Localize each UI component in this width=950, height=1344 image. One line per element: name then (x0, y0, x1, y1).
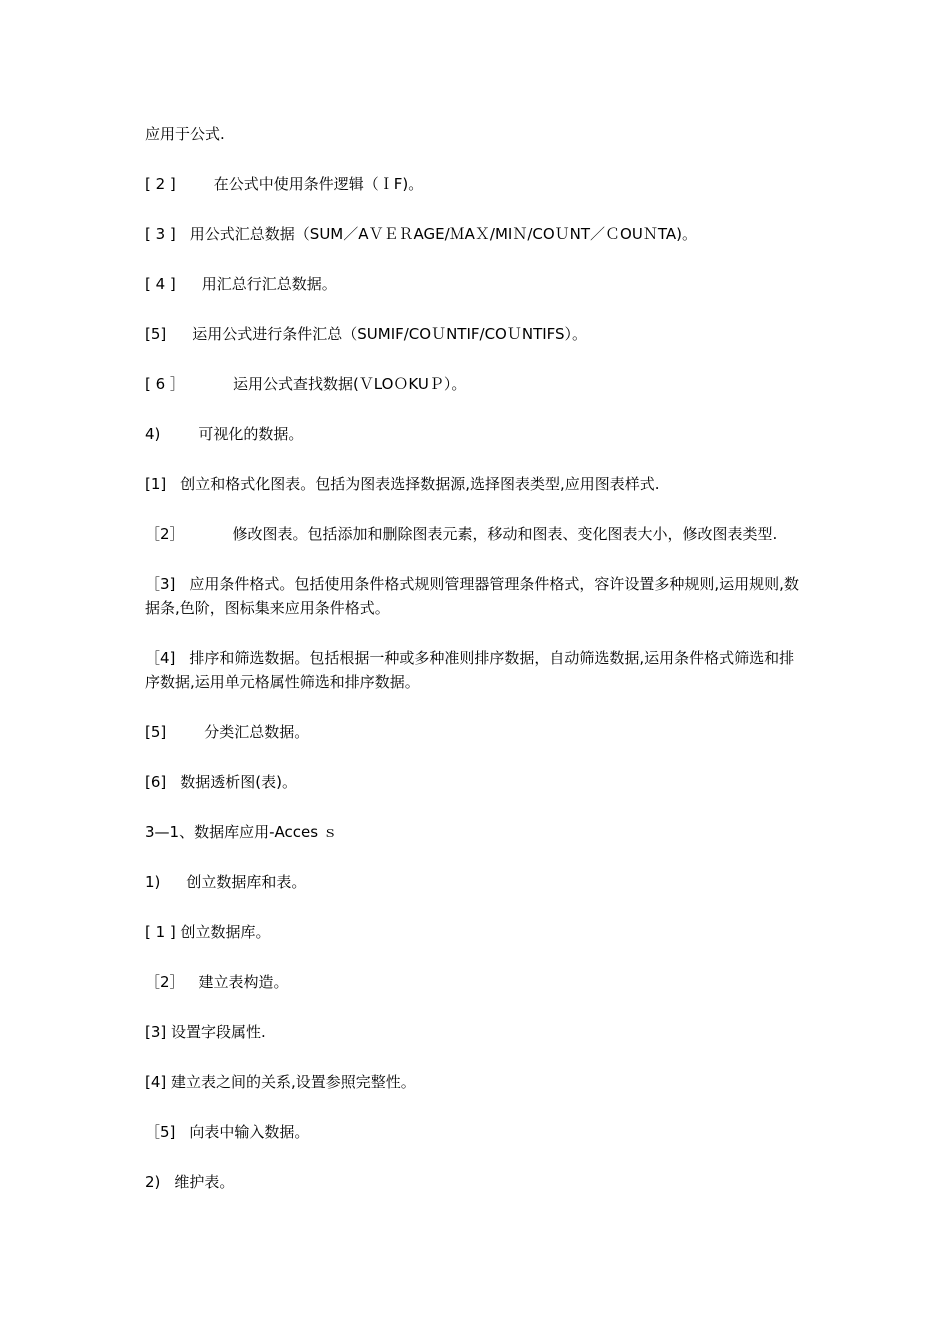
list-item (145, 222, 807, 246)
list-item (145, 970, 807, 994)
list-marker: [ 4 ] (145, 275, 176, 293)
list-marker: ［4] (145, 649, 176, 667)
list-item (145, 720, 807, 744)
list-marker: ［5] (145, 1123, 176, 1141)
list-item (145, 572, 807, 620)
list-item-text: 数据透析图(表)。 (180, 773, 297, 791)
list-item-text: 向表中输入数据。 (189, 1123, 310, 1141)
list-marker: ［3] (145, 575, 176, 593)
list-item (145, 1020, 807, 1044)
list-marker: [ 2 ] (145, 175, 176, 193)
list-marker: [ 3 ] (145, 225, 176, 243)
list-marker: [5] (145, 325, 167, 343)
list-item (145, 172, 807, 196)
list-item-text: 应用条件格式。包括使用条件格式规则管理器管理条件格式，容许设置多种规则,运用规则,数据条,色阶，图标集来应用条件格式。 (145, 575, 799, 617)
list-item-text: [4] 建立表之间的关系,设置参照完整性。 (145, 1073, 416, 1091)
list-item-text: 在公式中使用条件逻辑（ＩF)。 (213, 175, 424, 193)
list-item (145, 472, 807, 496)
list-item-text: 用公式汇总数据（SUM／AＶＥＲAGE/ＭAＸ/MIＮ/COＵNT／ＣOUＮTA)。 (189, 225, 697, 243)
list-item-text: 运用公式查找数据(ＶLOＯKUＰ）。 (232, 375, 467, 393)
list-item (145, 522, 807, 546)
list-item-text: [3] 设置字段属性. (145, 1023, 266, 1041)
list-item (145, 1070, 807, 1094)
list-marker: 1) (145, 873, 161, 891)
list-item (145, 870, 807, 894)
list-item (145, 920, 807, 944)
list-item-text: 修改图表。包括添加和删除图表元素，移动和图表、变化图表大小，修改图表类型. (232, 525, 778, 543)
list-marker: 2) (145, 1173, 161, 1191)
list-marker: ［2］ (145, 525, 185, 543)
list-item-text: 可视化的数据。 (198, 425, 304, 443)
list-item-text: 维护表。 (174, 1173, 235, 1191)
list-item (145, 272, 807, 296)
list-marker: 4) (145, 425, 161, 443)
list-item (145, 422, 807, 446)
list-item-text: [ 1 ] 创立数据库。 (145, 923, 271, 941)
list-item-text: 用汇总行汇总数据。 (201, 275, 337, 293)
list-item-text: 分类汇总数据。 (204, 723, 310, 741)
list-item (145, 646, 807, 694)
paragraph-text: 应用于公式. (145, 125, 225, 143)
list-marker: [ 6 ］ (145, 375, 185, 393)
list-marker: [1] (145, 475, 167, 493)
list-item (145, 770, 807, 794)
section-heading-text: 3—1、数据库应用-Acces ｓ (145, 823, 338, 841)
list-item-text: 运用公式进行条件汇总（SUMIF/COＵNTIF/COＵNTIFS）。 (192, 325, 588, 343)
paragraph (145, 122, 807, 146)
list-item-text: 排序和筛选数据。包括根据一种或多种准则排序数据，自动筛选数据,运用条件格式筛选和排序数据,运用单元格属性筛选和排序数据。 (145, 649, 795, 691)
list-item-text: 创立数据库和表。 (186, 873, 307, 891)
list-item (145, 1170, 807, 1194)
list-marker: ［2］ (145, 973, 185, 991)
list-item (145, 1120, 807, 1144)
list-item-text: 创立和格式化图表。包括为图表选择数据源,选择图表类型,应用图表样式. (180, 475, 660, 493)
list-item (145, 372, 807, 396)
list-item (145, 322, 807, 346)
list-marker: [5] (145, 723, 167, 741)
list-item-text: 建立表构造。 (198, 973, 289, 991)
section-heading (145, 820, 807, 844)
list-marker: [6] (145, 773, 167, 791)
